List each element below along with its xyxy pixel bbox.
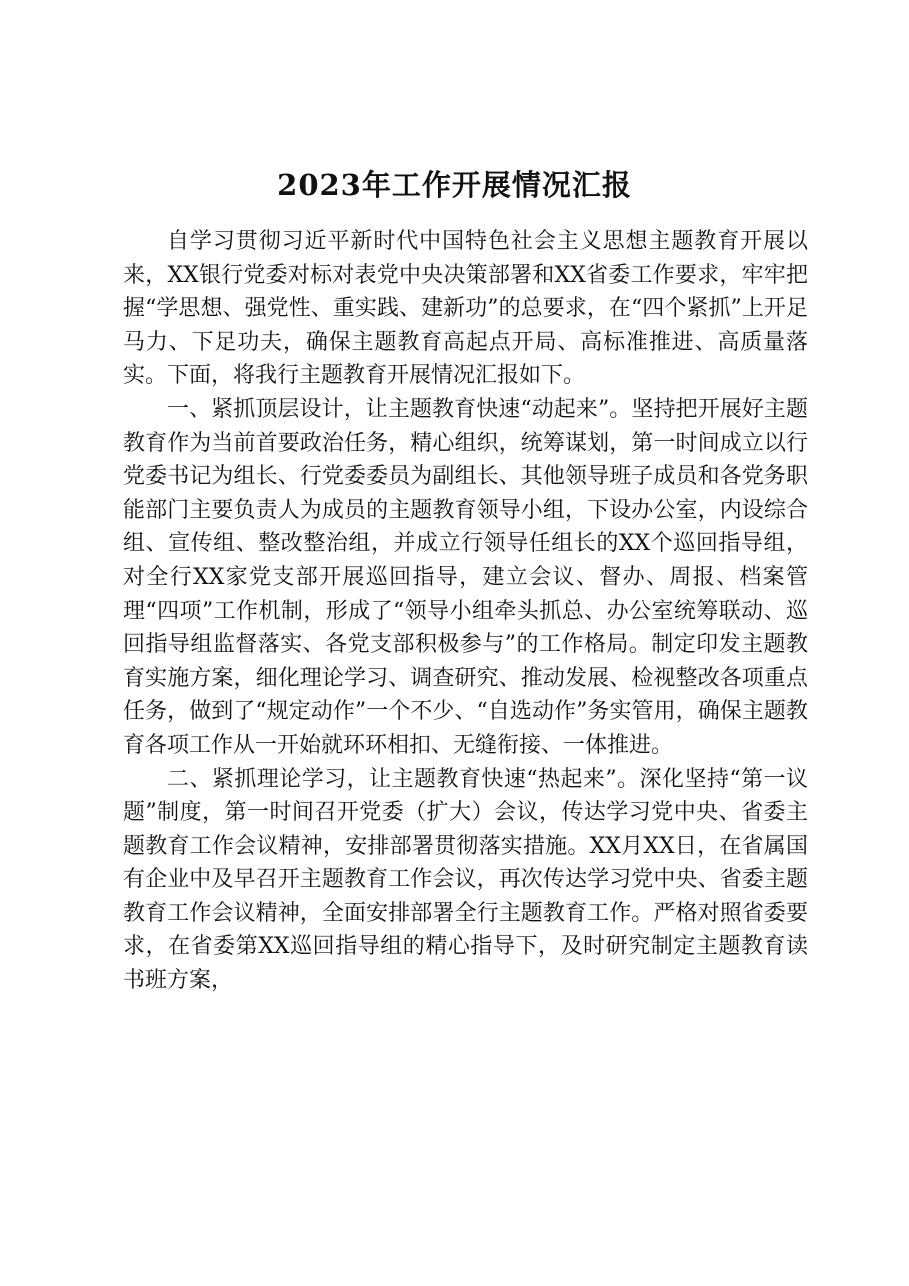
- paragraph-section-2: 二、紧抓理论学习，让主题教育快速“热起来”。深化坚持“第一议题”制度，第一时间召开党委（扩大）会议，传达学习党中央、省委主题教育工作会议精神，安排部署贯彻落实措施。XX月XX日，在省属国有企业中及早召开主题教育工作会议，再次传达学习党中央、省委主题教育工作会议精神，全面安排部署全行主题教育工作。严格对照省委要求，在省委第XX巡回指导组的精心指导下，及时研究制定主题教育读书班方案，: [123, 766, 808, 994]
- document-body: [123, 225, 808, 998]
- paragraph-intro: 自学习贯彻习近平新时代中国特色社会主义思想主题教育开展以来，XX银行党委对标对表党中央决策部署和XX省委工作要求，牢牢把握“学思想、强党性、重实践、建新功”的总要求，在“四个紧抓”上开足马力、下足功夫，确保主题教育高起点开局、高标准推进、高质量落实。下面，将我行主题教育开展情况汇报如下。: [123, 229, 808, 389]
- document-title: 2023年工作开展情况汇报: [277, 168, 632, 202]
- paragraph-section-1: 一、紧抓顶层设计，让主题教育快速“动起来”。坚持把开展好主题教育作为当前首要政治任务，精心组织，统筹谋划，第一时间成立以行党委书记为组长、行党委委员为副组长、其他领导班子成员和各党务职能部门主要负责人为成员的主题教育领导小组，下设办公室，内设综合组、宣传组、整改整治组，并成立行领导任组长的XX个巡回指导组，对全行XX家党支部开展巡回指导，建立会议、督办、周报、档案管理“四项”工作机制，形成了“领导小组牵头抓总、办公室统筹联动、巡回指导组监督落实、各党支部积极参与”的工作格局。制定印发主题教育实施方案，细化理论学习、调查研究、推动发展、检视整改各项重点任务，做到了“规定动作”一个不少、“自选动作”务实管用，确保主题教育各项工作从一开始就环环相扣、无缝衔接、一体推进。: [123, 396, 808, 758]
